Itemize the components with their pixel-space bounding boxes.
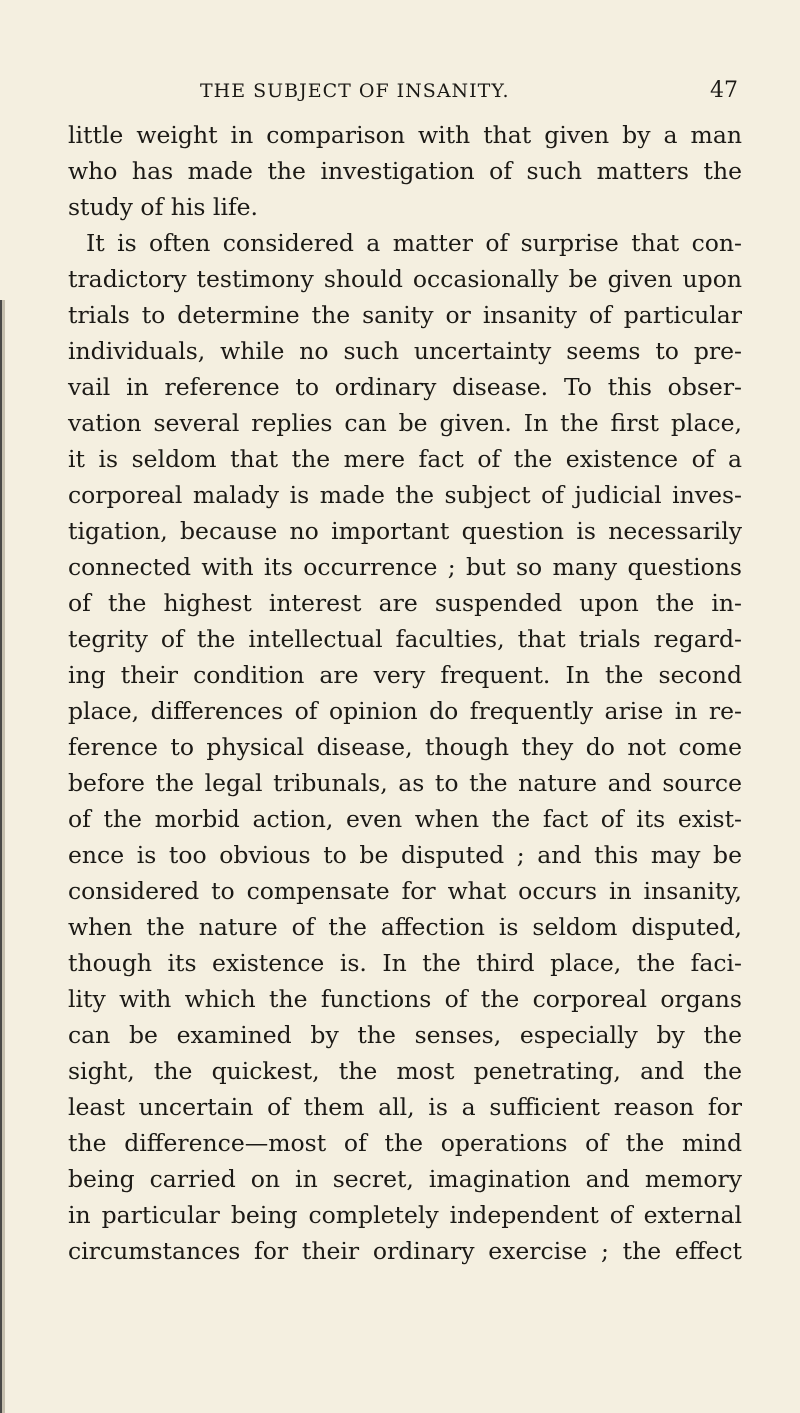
page-edge-shadow <box>0 300 8 1413</box>
text-line: ing their condition are very frequent. In the second <box>68 661 742 689</box>
text-line: of the morbid action, even when the fact of its exist- <box>68 805 742 833</box>
page-number: 47 <box>710 78 738 103</box>
text-line: it is seldom that the mere fact of the existence of a <box>68 445 742 473</box>
text-line: the difference—most of the operations of the mind <box>68 1129 742 1157</box>
text-line: though its existence is. In the third place, the faci- <box>68 949 742 977</box>
text-line: of the highest interest are suspended upon the in- <box>68 589 742 617</box>
text-line: vation several replies can be given. In the first place, <box>68 409 742 437</box>
text-line: who has made the investigation of such matters the <box>68 157 742 185</box>
text-line: being carried on in secret, imagination and memory <box>68 1165 742 1193</box>
text-line: connected with its occurrence ; but so many questions <box>68 553 742 581</box>
text-line: trials to determine the sanity or insanity of particular <box>68 301 742 329</box>
text-line: vail in reference to ordinary disease. To this obser- <box>68 373 742 401</box>
text-line: tigation, because no important question is necessarily <box>68 517 742 545</box>
text-line: tradictory testimony should occasionally be given upon <box>68 265 742 293</box>
page-header <box>0 80 800 110</box>
text-line: little weight in comparison with that given by a man <box>68 121 742 149</box>
text-line: circumstances for their ordinary exercise ; the effect <box>68 1237 742 1265</box>
text-line: It is often considered a matter of surprise that con- <box>86 229 742 257</box>
text-line: before the legal tribunals, as to the nature and source <box>68 769 742 797</box>
text-line: considered to compensate for what occurs in insanity, <box>68 877 742 905</box>
running-head: THE SUBJECT OF INSANITY. <box>200 80 510 102</box>
text-line: place, differences of opinion do frequently arise in re- <box>68 697 742 725</box>
text-line: corporeal malady is made the subject of judicial inves- <box>68 481 742 509</box>
text-line: in particular being completely independent of external <box>68 1201 742 1229</box>
text-line: when the nature of the affection is seldom disputed, <box>68 913 742 941</box>
text-line: tegrity of the intellectual faculties, that trials regard- <box>68 625 742 653</box>
text-line: study of his life. <box>68 193 259 221</box>
text-line: ference to physical disease, though they do not come <box>68 733 742 761</box>
text-line: can be examined by the senses, especially by the <box>68 1021 742 1049</box>
text-line: lity with which the functions of the corporeal organs <box>68 985 742 1013</box>
text-line: sight, the quickest, the most penetrating, and the <box>68 1057 742 1085</box>
text-line: individuals, while no such uncertainty seems to pre- <box>68 337 742 365</box>
text-line: least uncertain of them all, is a sufficient reason for <box>68 1093 742 1121</box>
text-line: ence is too obvious to be disputed ; and this may be <box>68 841 742 869</box>
